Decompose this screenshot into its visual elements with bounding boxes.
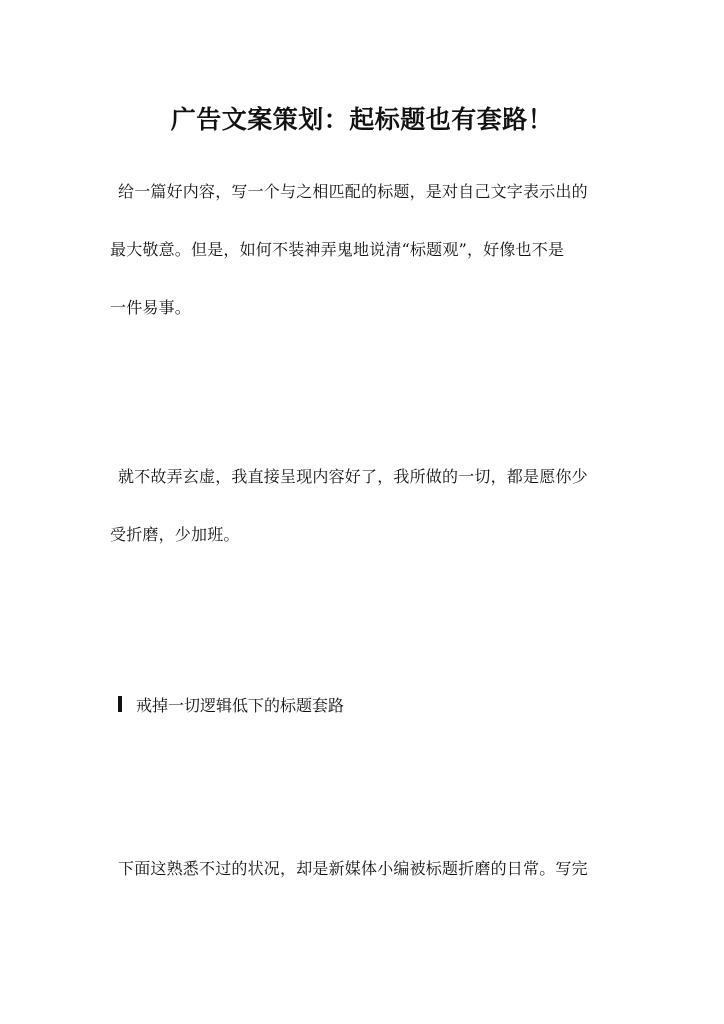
second-paragraph: [110, 448, 616, 564]
paragraph-line: 下面这熟悉不过的状况，却是新媒体小编被标题折磨的日常。写完: [118, 859, 588, 878]
section-heading: [118, 692, 344, 716]
paragraph-line: 受折磨，少加班。: [110, 525, 240, 544]
paragraph-line: 就不故弄玄虚，我直接呈现内容好了，我所做的一切，都是愿你少: [118, 467, 588, 486]
paragraph-line: 给一篇好内容，写一个与之相匹配的标题，是对自己文字表示出的: [118, 182, 588, 201]
section-marker-icon: [118, 696, 122, 712]
paragraph-line: 最大敬意。但是，如何不装神弄鬼地说清“标题观”，好像也不是: [110, 240, 565, 259]
section-heading-text: 戒掉一切逻辑低下的标题套路: [136, 695, 345, 715]
third-paragraph: [110, 840, 616, 898]
intro-paragraph: [110, 163, 616, 337]
paragraph-line: 一件易事。: [110, 298, 192, 317]
document-title: 广告文案策划：起标题也有套路！: [170, 105, 554, 134]
